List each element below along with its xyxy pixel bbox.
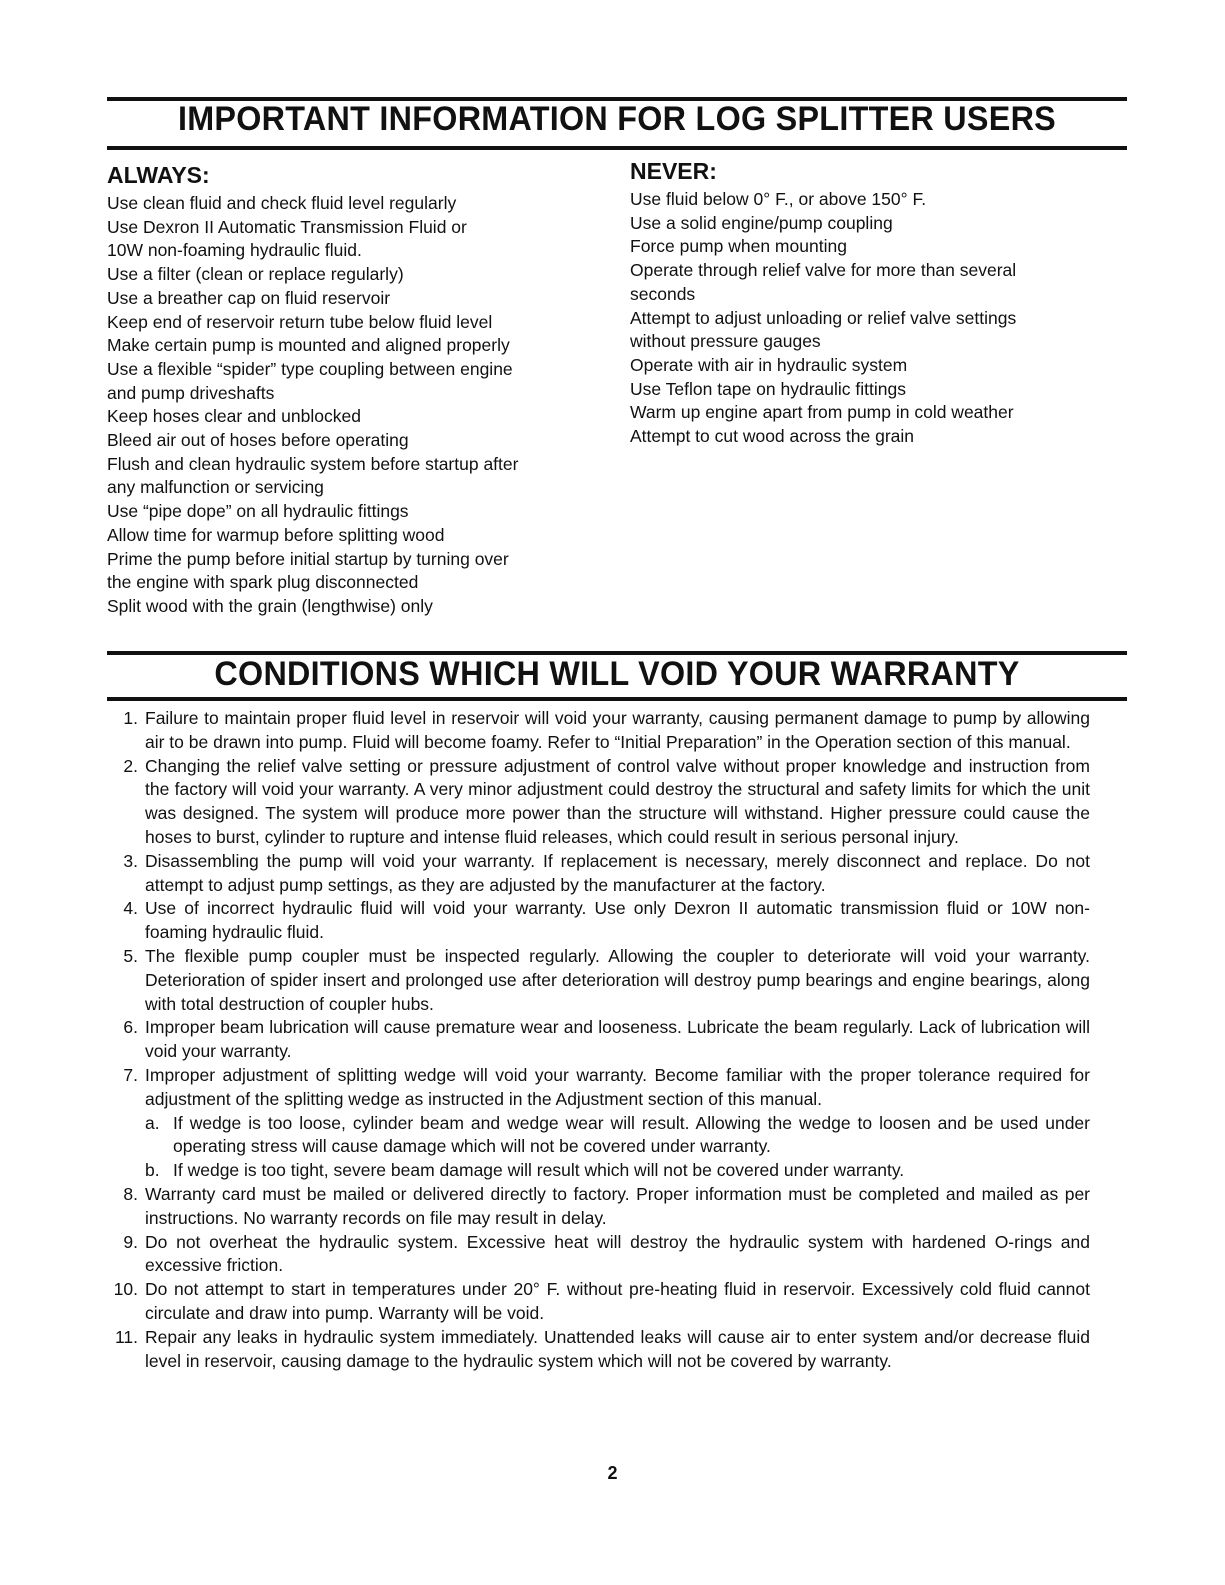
warranty-condition: [100, 945, 1090, 1016]
sub-item-letter: a.: [145, 1112, 160, 1133]
item-text: Do not overheat the hydraulic system. Excessive heat will destroy the hydraulic system with hardened O-rings and excessive friction.: [145, 1231, 1090, 1276]
item-number: 8.: [123, 1183, 138, 1204]
page-number: 2: [607, 1463, 618, 1483]
item-text: The flexible pump coupler must be inspected regularly. Allowing the coupler to deteriorate will void your warranty. Deterioration of spider insert and prolonged use after deterioration will destroy pump bearings and engine bearings, along with total destruction of coupler hubs.: [145, 945, 1090, 1014]
item-text: Do not attempt to start in temperatures under 20° F. without pre-heating fluid in reservoir. Excessively cold fluid cannot circulate and draw into pump. Warranty will be void.: [145, 1279, 1090, 1323]
always-heading: ALWAYS:: [107, 162, 210, 188]
list-item: Allow time for warmup before splitting wood: [107, 524, 445, 545]
item-text: Changing the relief valve setting or pressure adjustment of control valve without proper knowledge and instruction from the factory will void your warranty. A very minor adjustment could destroy the structural and safety limits for which the unit was designed. The system will produce more power than the structure will withstand. Higher pressure could cause the hoses to burst, cylinder to rupture and intense fluid releases, which could result in serious personal injury.: [145, 755, 1090, 847]
warranty-condition: [100, 1231, 1090, 1279]
item-number: 11.: [114, 1326, 138, 1347]
item-text: Disassembling the pump will void your warranty. If replacement is necessary, merely disconnect and replace. Do not attempt to adjust pump settings, as they are adjusted by the manufacturer at the factory.: [145, 850, 1090, 895]
item-text: Improper beam lubrication will cause premature wear and looseness. Lubricate the beam regularly. Lack of lubrication will void your warranty.: [145, 1017, 1090, 1062]
item-text: Repair any leaks in hydraulic system immediately. Unattended leaks will cause air to enter system and/or decrease fluid level in reservoir, causing damage to the hydraulic system which will not be covered by warranty.: [145, 1326, 1090, 1371]
list-item: Flush and clean hydraulic system before startup after any malfunction or servicing: [107, 453, 519, 498]
item-text: Warranty card must be mailed or delivered directly to factory. Proper information must be completed and mailed as per instructions. No warranty records on file may result in delay.: [145, 1183, 1090, 1228]
sub-item-letter: b.: [145, 1160, 160, 1181]
list-item: Use a breather cap on fluid reservoir: [107, 287, 391, 308]
list-item: Attempt to cut wood across the grain: [630, 426, 915, 447]
warranty-subcondition: [100, 1112, 1090, 1160]
item-text: Use of incorrect hydraulic fluid will void your warranty. Use only Dexron II automatic transmission fluid or 10W non-foaming hydraulic fluid.: [145, 898, 1090, 943]
warranty-condition: [100, 1183, 1090, 1231]
warranty-rule-bottom: [107, 697, 1127, 701]
list-item: Bleed air out of hoses before operating: [107, 430, 409, 451]
item-number: 9.: [123, 1231, 138, 1252]
warranty-condition: [100, 1326, 1090, 1374]
warranty-condition: [100, 755, 1090, 850]
list-item: Warm up engine apart from pump in cold weather: [630, 402, 1014, 423]
section-title-warranty: CONDITIONS WHICH WILL VOID YOUR WARRANTY: [214, 655, 1020, 693]
warranty-condition: [100, 1278, 1090, 1326]
title-rule-bottom: [107, 146, 1127, 150]
warranty-subcondition: [100, 1159, 1090, 1183]
list-item: Use “pipe dope” on all hydraulic fittings: [107, 501, 409, 522]
warranty-condition: [100, 1016, 1090, 1064]
item-number: 4.: [123, 898, 138, 919]
warranty-condition: [100, 850, 1090, 898]
list-item: Keep end of reservoir return tube below fluid level: [107, 311, 493, 332]
always-list: [107, 192, 607, 619]
never-list: [630, 188, 1110, 449]
item-number: 7.: [123, 1064, 138, 1085]
item-number: 2.: [123, 755, 138, 776]
list-item: Force pump when mounting: [630, 236, 847, 257]
item-number: 10.: [113, 1279, 138, 1300]
list-item: Use a solid engine/pump coupling: [630, 212, 893, 233]
item-number: 6.: [123, 1017, 138, 1038]
list-item: Make certain pump is mounted and aligned properly: [107, 335, 510, 356]
item-text: Failure to maintain proper fluid level in reservoir will void your warranty, causing permanent damage to pump by allowing air to be drawn into pump. Fluid will become foamy. Refer to “Initial Preparation” in the Operation section of this manual.: [145, 708, 1090, 752]
warranty-condition: [100, 1064, 1090, 1112]
item-text: Improper adjustment of splitting wedge will void your warranty. Become familiar with the proper tolerance required for adjustment of the splitting wedge as instructed in the Adjustment section of this manual.: [145, 1064, 1090, 1109]
list-item: Use Dexron II Automatic Transmission Fluid or 10W non-foaming hydraulic fluid.: [107, 216, 467, 261]
never-heading: NEVER:: [630, 158, 717, 184]
list-item: Use a flexible “spider” type coupling between engine and pump driveshafts: [107, 358, 513, 403]
list-item: Prime the pump before initial startup by turning over the engine with spark plug disconnected: [107, 548, 509, 593]
warranty-condition: [100, 897, 1090, 945]
item-number: 5.: [123, 945, 138, 966]
list-item: Operate through relief valve for more than several seconds: [630, 260, 1017, 304]
sub-item-text: If wedge is too tight, severe beam damage will result which will not be covered under warranty.: [173, 1160, 905, 1181]
list-item: Attempt to adjust unloading or relief valve settings without pressure gauges: [630, 307, 1017, 352]
list-item: Use a filter (clean or replace regularly): [107, 264, 404, 285]
list-item: Keep hoses clear and unblocked: [107, 406, 361, 427]
sub-item-text: If wedge is too loose, cylinder beam and wedge wear will result. Allowing the wedge to loosen and be used under operating stress will cause damage which will not be covered under warranty.: [173, 1112, 1090, 1157]
section-title-important-info: IMPORTANT INFORMATION FOR LOG SPLITTER USERS: [177, 100, 1057, 138]
warranty-conditions-list: [100, 707, 1090, 1373]
item-number: 1.: [123, 708, 138, 728]
list-item: Use fluid below 0° F., or above 150° F.: [630, 189, 927, 209]
list-item: Use Teflon tape on hydraulic fittings: [630, 378, 906, 399]
list-item: Operate with air in hydraulic system: [630, 354, 908, 375]
list-item: Use clean fluid and check fluid level regularly: [107, 193, 457, 213]
list-item: Split wood with the grain (lengthwise) only: [107, 595, 433, 616]
warranty-condition: [100, 707, 1090, 755]
item-number: 3.: [123, 850, 138, 871]
